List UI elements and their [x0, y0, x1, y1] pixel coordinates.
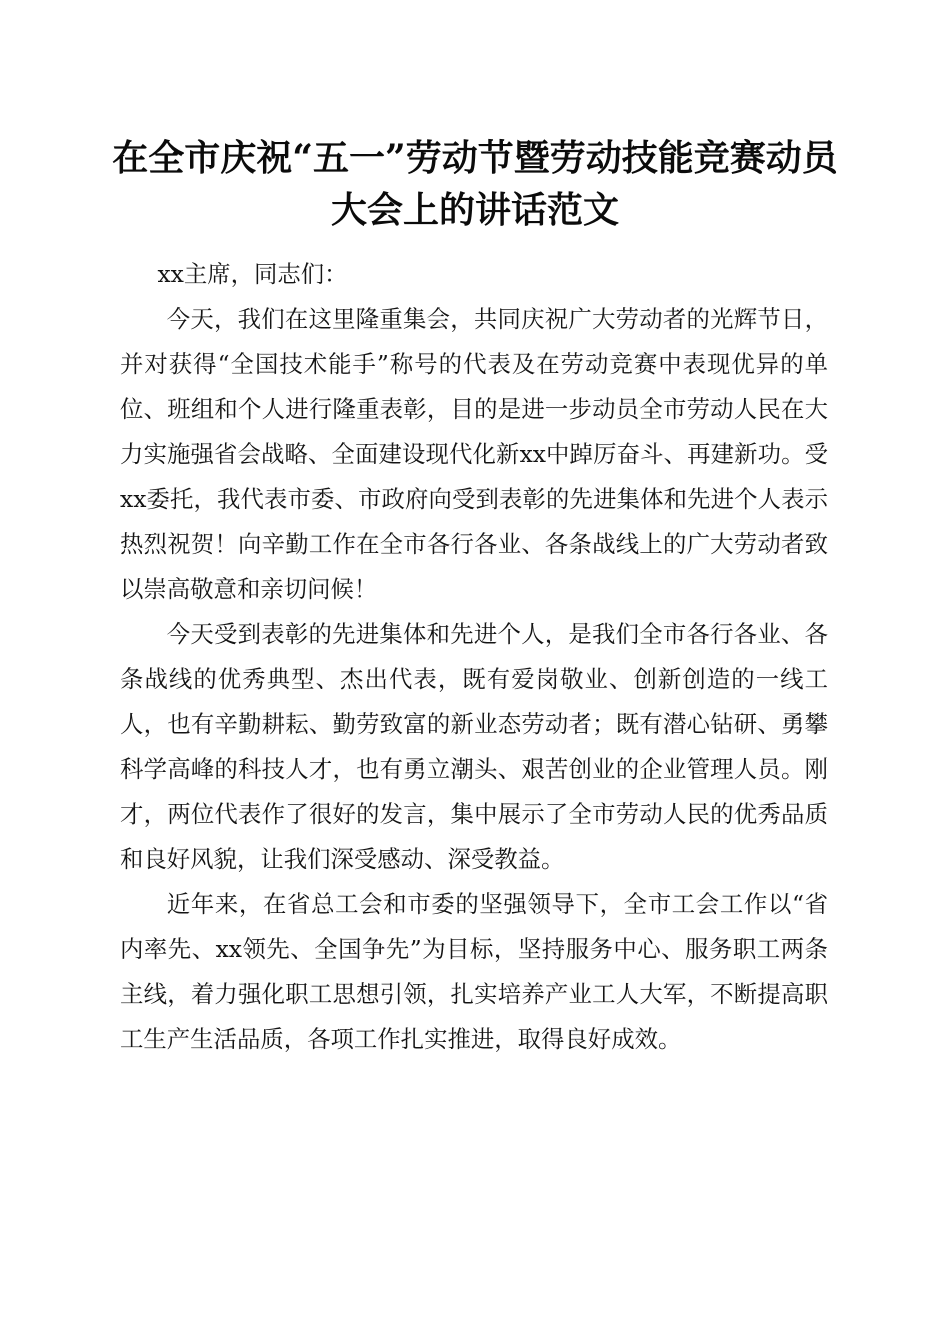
document-body	[120, 252, 828, 1062]
paragraph-3: 近年来，在省总工会和市委的坚强领导下，全市工会工作以“省内率先、xx领先、全国争先”为目标，坚持服务中心、服务职工两条主线，着力强化职工思想引领，扎实培养产业工人大军，不断提高职工生产生活品质，各项工作扎实推进，取得良好成效。	[120, 890, 828, 1053]
document-title: 在全市庆祝“五一”劳动节暨劳动技能竞赛动员大会上的讲话范文	[112, 137, 838, 231]
paragraph-2: 今天受到表彰的先进集体和先进个人，是我们全市各行各业、各条战线的优秀典型、杰出代表，既有爱岗敬业、创新创造的一线工人，也有辛勤耕耘、勤劳致富的新业态劳动者；既有潜心钻研、勇攀科学高峰的科技人才，也有勇立潮头、艰苦创业的企业管理人员。刚才，两位代表作了很好的发言，集中展示了全市劳动人民的优秀品质和良好风貌，让我们深受感动、深受教益。	[120, 620, 828, 873]
paragraph-1: 今天，我们在这里隆重集会，共同庆祝广大劳动者的光辉节日，并对获得“全国技术能手”称号的代表及在劳动竞赛中表现优异的单位、班组和个人进行隆重表彰，目的是进一步动员全市劳动人民在大力实施强省会战略、全面建设现代化新xx中踔厉奋斗、再建新功。受xx委托，我代表市委、市政府向受到表彰的先进集体和先进个人表示热烈祝贺！向辛勤工作在全市各行各业、各条战线上的广大劳动者致以崇高敬意和亲切问候！	[120, 305, 828, 603]
salutation: xx主席，同志们：	[157, 260, 348, 288]
